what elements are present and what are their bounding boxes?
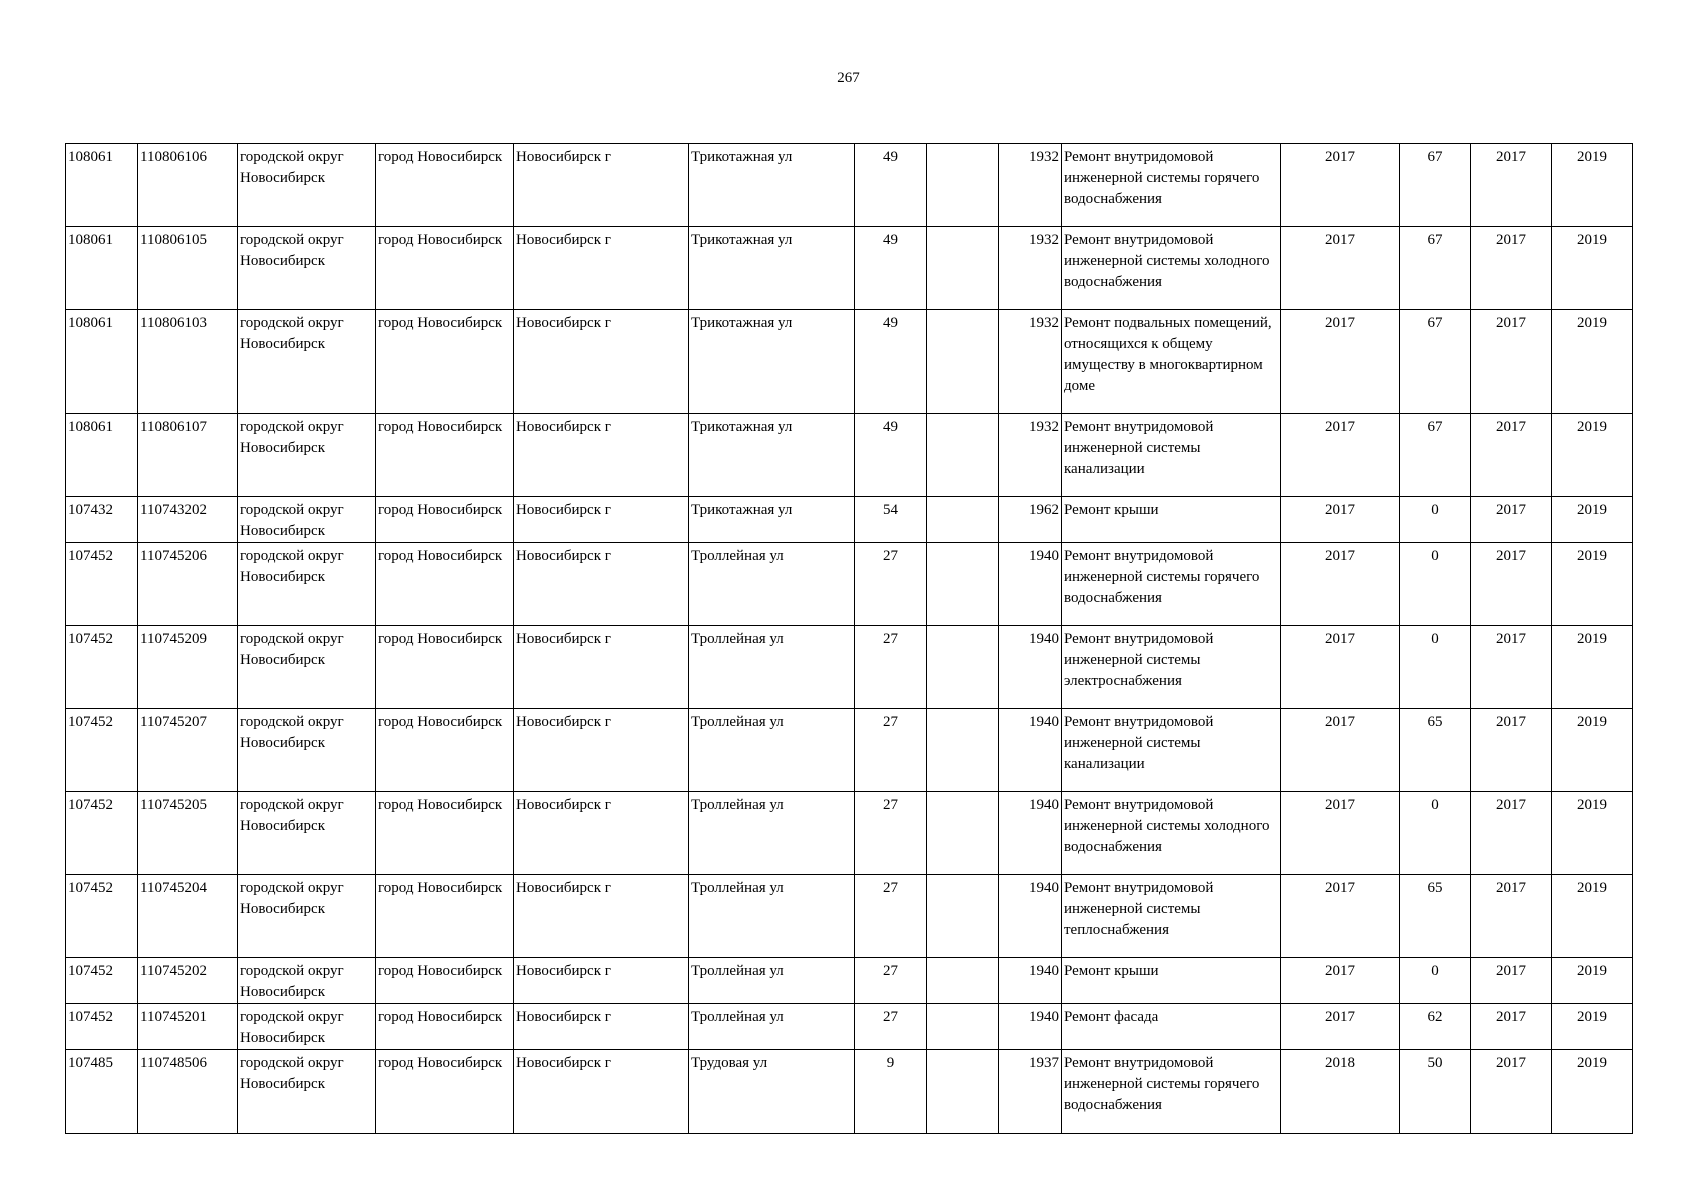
wear-percent-cell: 67: [1400, 227, 1471, 310]
district-cell: городской округ Новосибирск: [238, 310, 376, 414]
street-cell: Троллейная ул: [689, 958, 855, 1004]
work-type-cell: Ремонт крыши: [1062, 958, 1281, 1004]
locality-cell: Новосибирск г: [514, 543, 689, 626]
locality-cell: Новосибирск г: [514, 709, 689, 792]
work-type-cell: Ремонт внутридомовой инженерной системы канализации: [1062, 709, 1281, 792]
table-row: [66, 497, 1633, 543]
locality-cell: Новосибирск г: [514, 227, 689, 310]
wear-percent-cell: 67: [1400, 414, 1471, 497]
street-cell: Трудовая ул: [689, 1050, 855, 1134]
plan-year-cell: 2018: [1281, 1050, 1400, 1134]
table-row: [66, 543, 1633, 626]
settlement-cell: город Новосибирск: [376, 626, 514, 709]
district-cell: городской округ Новосибирск: [238, 227, 376, 310]
work-type-cell: Ремонт фасада: [1062, 1004, 1281, 1050]
table-row: [66, 626, 1633, 709]
wear-percent-cell: 0: [1400, 543, 1471, 626]
settlement-cell: город Новосибирск: [376, 709, 514, 792]
locality-cell: Новосибирск г: [514, 626, 689, 709]
plan-year-cell: 2017: [1281, 792, 1400, 875]
period-start-cell: 2017: [1471, 1050, 1552, 1134]
period-start-cell: 2017: [1471, 310, 1552, 414]
table-row: [66, 792, 1633, 875]
district-cell: городской округ Новосибирск: [238, 709, 376, 792]
period-end-cell: 2019: [1552, 958, 1633, 1004]
building-cell: [927, 709, 999, 792]
work-type-cell: Ремонт внутридомовой инженерной системы канализации: [1062, 414, 1281, 497]
building-cell: [927, 1004, 999, 1050]
settlement-cell: город Новосибирск: [376, 543, 514, 626]
period-end-cell: 2019: [1552, 543, 1633, 626]
locality-cell: Новосибирск г: [514, 792, 689, 875]
period-start-cell: 2017: [1471, 1004, 1552, 1050]
house-id-cell: 107452: [66, 1004, 138, 1050]
wear-percent-cell: 65: [1400, 709, 1471, 792]
house-number-cell: 27: [855, 958, 927, 1004]
wear-percent-cell: 62: [1400, 1004, 1471, 1050]
street-cell: Троллейная ул: [689, 626, 855, 709]
table-row: [66, 144, 1633, 227]
building-cell: [927, 958, 999, 1004]
work-code-cell: 110745205: [138, 792, 238, 875]
year-built-cell: 1940: [999, 1004, 1062, 1050]
work-code-cell: 110806106: [138, 144, 238, 227]
plan-year-cell: 2017: [1281, 144, 1400, 227]
district-cell: городской округ Новосибирск: [238, 958, 376, 1004]
year-built-cell: 1932: [999, 227, 1062, 310]
building-cell: [927, 310, 999, 414]
year-built-cell: 1940: [999, 709, 1062, 792]
work-code-cell: 110748506: [138, 1050, 238, 1134]
locality-cell: Новосибирск г: [514, 875, 689, 958]
work-code-cell: 110745204: [138, 875, 238, 958]
wear-percent-cell: 0: [1400, 792, 1471, 875]
building-cell: [927, 875, 999, 958]
work-code-cell: 110745206: [138, 543, 238, 626]
house-number-cell: 49: [855, 414, 927, 497]
period-end-cell: 2019: [1552, 144, 1633, 227]
work-type-cell: Ремонт внутридомовой инженерной системы холодного водоснабжения: [1062, 227, 1281, 310]
district-cell: городской округ Новосибирск: [238, 497, 376, 543]
settlement-cell: город Новосибирск: [376, 414, 514, 497]
house-number-cell: 27: [855, 626, 927, 709]
plan-year-cell: 2017: [1281, 310, 1400, 414]
work-type-cell: Ремонт внутридомовой инженерной системы электроснабжения: [1062, 626, 1281, 709]
year-built-cell: 1962: [999, 497, 1062, 543]
period-end-cell: 2019: [1552, 1050, 1633, 1134]
house-number-cell: 27: [855, 1004, 927, 1050]
period-start-cell: 2017: [1471, 792, 1552, 875]
plan-year-cell: 2017: [1281, 958, 1400, 1004]
year-built-cell: 1932: [999, 310, 1062, 414]
period-end-cell: 2019: [1552, 497, 1633, 543]
house-number-cell: 27: [855, 709, 927, 792]
work-type-cell: Ремонт внутридомовой инженерной системы теплоснабжения: [1062, 875, 1281, 958]
building-cell: [927, 414, 999, 497]
building-cell: [927, 626, 999, 709]
work-code-cell: 110806103: [138, 310, 238, 414]
period-start-cell: 2017: [1471, 875, 1552, 958]
building-cell: [927, 1050, 999, 1134]
wear-percent-cell: 0: [1400, 497, 1471, 543]
table-row: [66, 875, 1633, 958]
table-body: [66, 144, 1633, 1134]
period-end-cell: 2019: [1552, 875, 1633, 958]
settlement-cell: город Новосибирск: [376, 1004, 514, 1050]
period-start-cell: 2017: [1471, 626, 1552, 709]
table-row: [66, 1004, 1633, 1050]
work-code-cell: 110745201: [138, 1004, 238, 1050]
settlement-cell: город Новосибирск: [376, 310, 514, 414]
period-end-cell: 2019: [1552, 414, 1633, 497]
house-number-cell: 27: [855, 875, 927, 958]
street-cell: Трикотажная ул: [689, 144, 855, 227]
work-code-cell: 110745209: [138, 626, 238, 709]
district-cell: городской округ Новосибирск: [238, 543, 376, 626]
locality-cell: Новосибирск г: [514, 958, 689, 1004]
period-end-cell: 2019: [1552, 1004, 1633, 1050]
year-built-cell: 1932: [999, 144, 1062, 227]
house-number-cell: 49: [855, 144, 927, 227]
house-id-cell: 107452: [66, 792, 138, 875]
house-number-cell: 27: [855, 543, 927, 626]
street-cell: Троллейная ул: [689, 792, 855, 875]
period-start-cell: 2017: [1471, 497, 1552, 543]
settlement-cell: город Новосибирск: [376, 792, 514, 875]
house-id-cell: 107485: [66, 1050, 138, 1134]
plan-year-cell: 2017: [1281, 543, 1400, 626]
period-end-cell: 2019: [1552, 310, 1633, 414]
plan-year-cell: 2017: [1281, 497, 1400, 543]
work-code-cell: 110745202: [138, 958, 238, 1004]
work-type-cell: Ремонт подвальных помещений, относящихся к общему имуществу в многоквартирном доме: [1062, 310, 1281, 414]
house-number-cell: 49: [855, 310, 927, 414]
repair-register-table: [65, 143, 1633, 1134]
district-cell: городской округ Новосибирск: [238, 626, 376, 709]
period-end-cell: 2019: [1552, 709, 1633, 792]
locality-cell: Новосибирск г: [514, 1004, 689, 1050]
district-cell: городской округ Новосибирск: [238, 414, 376, 497]
year-built-cell: 1937: [999, 1050, 1062, 1134]
house-number-cell: 9: [855, 1050, 927, 1134]
district-cell: городской округ Новосибирск: [238, 144, 376, 227]
locality-cell: Новосибирск г: [514, 310, 689, 414]
period-start-cell: 2017: [1471, 958, 1552, 1004]
plan-year-cell: 2017: [1281, 414, 1400, 497]
house-number-cell: 54: [855, 497, 927, 543]
settlement-cell: город Новосибирск: [376, 227, 514, 310]
wear-percent-cell: 50: [1400, 1050, 1471, 1134]
street-cell: Трикотажная ул: [689, 310, 855, 414]
period-start-cell: 2017: [1471, 414, 1552, 497]
plan-year-cell: 2017: [1281, 709, 1400, 792]
building-cell: [927, 497, 999, 543]
settlement-cell: город Новосибирск: [376, 1050, 514, 1134]
house-id-cell: 107452: [66, 626, 138, 709]
settlement-cell: город Новосибирск: [376, 958, 514, 1004]
plan-year-cell: 2017: [1281, 227, 1400, 310]
period-end-cell: 2019: [1552, 227, 1633, 310]
house-id-cell: 107452: [66, 875, 138, 958]
house-id-cell: 108061: [66, 310, 138, 414]
street-cell: Трикотажная ул: [689, 497, 855, 543]
wear-percent-cell: 0: [1400, 626, 1471, 709]
house-number-cell: 49: [855, 227, 927, 310]
house-id-cell: 107432: [66, 497, 138, 543]
street-cell: Троллейная ул: [689, 1004, 855, 1050]
wear-percent-cell: 67: [1400, 310, 1471, 414]
street-cell: Троллейная ул: [689, 709, 855, 792]
period-start-cell: 2017: [1471, 144, 1552, 227]
settlement-cell: город Новосибирск: [376, 144, 514, 227]
work-code-cell: 110743202: [138, 497, 238, 543]
work-type-cell: Ремонт внутридомовой инженерной системы холодного водоснабжения: [1062, 792, 1281, 875]
locality-cell: Новосибирск г: [514, 414, 689, 497]
district-cell: городской округ Новосибирск: [238, 1004, 376, 1050]
period-end-cell: 2019: [1552, 626, 1633, 709]
locality-cell: Новосибирск г: [514, 1050, 689, 1134]
page-number: 267: [837, 70, 860, 86]
table-row: [66, 958, 1633, 1004]
work-type-cell: Ремонт внутридомовой инженерной системы горячего водоснабжения: [1062, 1050, 1281, 1134]
year-built-cell: 1940: [999, 543, 1062, 626]
period-start-cell: 2017: [1471, 709, 1552, 792]
year-built-cell: 1940: [999, 875, 1062, 958]
house-id-cell: 107452: [66, 709, 138, 792]
building-cell: [927, 144, 999, 227]
work-type-cell: Ремонт крыши: [1062, 497, 1281, 543]
district-cell: городской округ Новосибирск: [238, 792, 376, 875]
settlement-cell: город Новосибирск: [376, 875, 514, 958]
locality-cell: Новосибирск г: [514, 144, 689, 227]
period-start-cell: 2017: [1471, 543, 1552, 626]
house-id-cell: 107452: [66, 543, 138, 626]
table-row: [66, 414, 1633, 497]
work-type-cell: Ремонт внутридомовой инженерной системы горячего водоснабжения: [1062, 543, 1281, 626]
period-end-cell: 2019: [1552, 792, 1633, 875]
work-code-cell: 110745207: [138, 709, 238, 792]
table-row: [66, 310, 1633, 414]
wear-percent-cell: 67: [1400, 144, 1471, 227]
plan-year-cell: 2017: [1281, 626, 1400, 709]
building-cell: [927, 227, 999, 310]
house-number-cell: 27: [855, 792, 927, 875]
district-cell: городской округ Новосибирск: [238, 875, 376, 958]
settlement-cell: город Новосибирск: [376, 497, 514, 543]
house-id-cell: 108061: [66, 227, 138, 310]
building-cell: [927, 792, 999, 875]
locality-cell: Новосибирск г: [514, 497, 689, 543]
building-cell: [927, 543, 999, 626]
street-cell: Трикотажная ул: [689, 414, 855, 497]
period-start-cell: 2017: [1471, 227, 1552, 310]
work-code-cell: 110806105: [138, 227, 238, 310]
wear-percent-cell: 65: [1400, 875, 1471, 958]
table-row: [66, 1050, 1633, 1134]
year-built-cell: 1932: [999, 414, 1062, 497]
wear-percent-cell: 0: [1400, 958, 1471, 1004]
year-built-cell: 1940: [999, 958, 1062, 1004]
street-cell: Троллейная ул: [689, 875, 855, 958]
house-id-cell: 108061: [66, 144, 138, 227]
district-cell: городской округ Новосибирск: [238, 1050, 376, 1134]
plan-year-cell: 2017: [1281, 1004, 1400, 1050]
house-id-cell: 108061: [66, 414, 138, 497]
table-row: [66, 709, 1633, 792]
work-code-cell: 110806107: [138, 414, 238, 497]
table-row: [66, 227, 1633, 310]
street-cell: Трикотажная ул: [689, 227, 855, 310]
year-built-cell: 1940: [999, 626, 1062, 709]
work-type-cell: Ремонт внутридомовой инженерной системы горячего водоснабжения: [1062, 144, 1281, 227]
plan-year-cell: 2017: [1281, 875, 1400, 958]
year-built-cell: 1940: [999, 792, 1062, 875]
house-id-cell: 107452: [66, 958, 138, 1004]
street-cell: Троллейная ул: [689, 543, 855, 626]
